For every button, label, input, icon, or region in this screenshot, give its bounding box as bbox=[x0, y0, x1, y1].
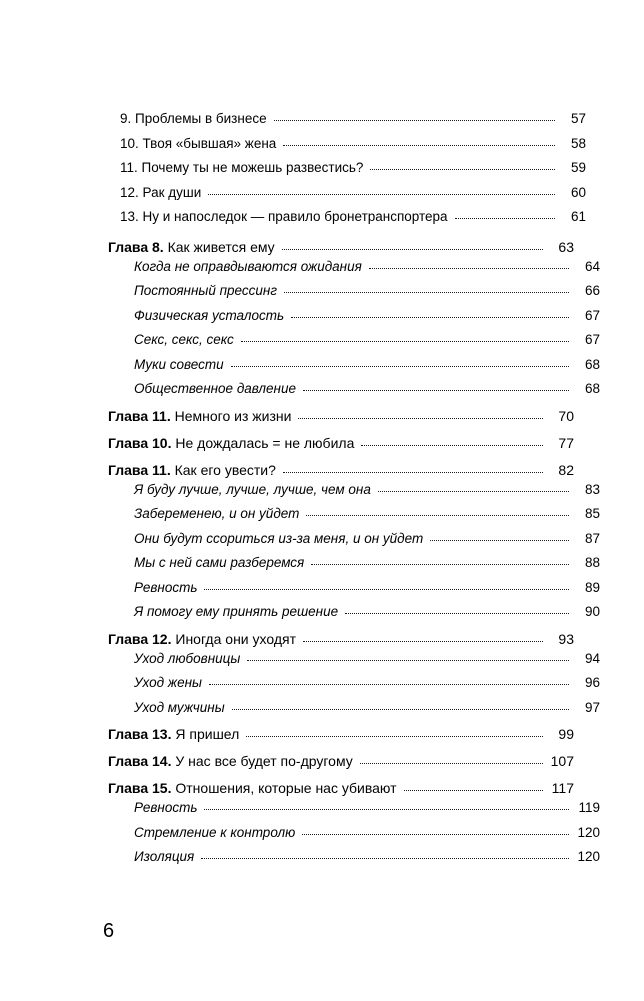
toc-entry-label: Постоянный прессинг bbox=[134, 283, 277, 298]
toc-leader-dots bbox=[303, 641, 543, 642]
toc-entry-label: Секс, секс, секс bbox=[134, 332, 234, 347]
toc-leader-dots bbox=[311, 564, 569, 565]
toc-chapter-number: Глава 10. bbox=[108, 434, 172, 451]
toc-leader-dots bbox=[201, 858, 569, 859]
toc-group bbox=[108, 630, 600, 715]
toc-entry[interactable] bbox=[120, 137, 586, 151]
toc-entry-label: Когда не оправдываются ожидания bbox=[134, 258, 362, 274]
toc-entry[interactable] bbox=[134, 333, 600, 347]
toc-page-number: 83 bbox=[584, 481, 600, 497]
toc-entry-label: 10. Твоя «бывшая» жена bbox=[120, 135, 277, 151]
toc-page-number: 87 bbox=[584, 530, 600, 546]
toc-entry-label bbox=[108, 781, 397, 795]
toc-page-number: 93 bbox=[558, 630, 574, 647]
toc-entry-label: Ревность bbox=[134, 800, 198, 815]
toc-chapter-entry[interactable] bbox=[108, 754, 574, 768]
toc-leader-dots bbox=[204, 809, 569, 810]
toc-page-number: 60 bbox=[570, 184, 586, 200]
toc-leader-dots bbox=[231, 366, 569, 367]
toc-chapter-title: Как его увести? bbox=[174, 461, 276, 478]
toc-leader-dots bbox=[209, 684, 569, 685]
toc-entry[interactable] bbox=[134, 676, 600, 690]
toc-page-number: 70 bbox=[558, 407, 574, 424]
toc-entry-label: 13. Ну и напоследок — правило бронетранспортера bbox=[120, 209, 448, 224]
toc-leader-dots bbox=[378, 491, 569, 492]
toc-leader-dots bbox=[246, 736, 543, 737]
toc-group bbox=[108, 461, 600, 619]
toc-page-number: 67 bbox=[584, 332, 600, 347]
toc-entry-label bbox=[108, 463, 276, 477]
toc-page-number: 107 bbox=[550, 753, 574, 769]
toc-entry[interactable] bbox=[134, 507, 600, 521]
toc-page-number: 89 bbox=[584, 579, 600, 595]
toc-page-number: 67 bbox=[584, 307, 600, 323]
toc-entry-label: Забеременею, и он уйдет bbox=[134, 506, 300, 521]
toc-entry-label bbox=[108, 409, 291, 423]
toc-chapter-title: Я пришел bbox=[175, 726, 240, 742]
toc-entry[interactable] bbox=[134, 850, 600, 864]
toc-chapter-entry[interactable] bbox=[108, 409, 574, 423]
toc-leader-dots bbox=[283, 472, 543, 473]
toc-leader-dots bbox=[369, 268, 569, 269]
toc-chapter-number: Глава 13. bbox=[108, 726, 172, 742]
toc-page-number: 68 bbox=[584, 356, 600, 372]
toc-page-number: 90 bbox=[584, 604, 600, 619]
toc-entry-label: Муки совести bbox=[134, 356, 224, 372]
toc-leader-dots bbox=[360, 763, 543, 764]
toc-entry[interactable] bbox=[134, 260, 600, 274]
toc-entry-label: Изоляция bbox=[134, 849, 195, 864]
toc-entry[interactable] bbox=[134, 556, 600, 570]
toc-group bbox=[108, 754, 574, 768]
toc-page-number: 96 bbox=[584, 675, 600, 690]
toc-leader-dots bbox=[282, 249, 543, 250]
toc-page-number: 63 bbox=[558, 238, 574, 255]
toc-page-number: 57 bbox=[570, 111, 586, 126]
toc-entry[interactable] bbox=[134, 382, 600, 396]
toc-entry[interactable] bbox=[120, 186, 586, 200]
toc-entry-label bbox=[108, 632, 296, 646]
toc-entry-label: 11. Почему ты не можешь развестись? bbox=[120, 160, 364, 175]
toc-leader-dots bbox=[247, 660, 569, 661]
toc-leader-dots bbox=[345, 613, 569, 614]
toc-entry[interactable] bbox=[134, 581, 600, 595]
page-folio: 6 bbox=[103, 920, 115, 942]
toc-chapter-title: У нас все будет по-другому bbox=[175, 753, 353, 769]
toc-leader-dots bbox=[302, 834, 569, 835]
toc-chapter-entry[interactable] bbox=[108, 240, 574, 254]
toc-chapter-entry[interactable] bbox=[108, 632, 574, 646]
toc-chapter-number: Глава 12. bbox=[108, 630, 172, 647]
toc-page-number: 120 bbox=[577, 824, 600, 840]
toc-page-number: 119 bbox=[578, 800, 600, 815]
toc-page-number: 85 bbox=[584, 506, 600, 521]
toc-chapter-title: Немного из жизни bbox=[174, 407, 292, 424]
toc-entry-label: Я буду лучше, лучше, лучше, чем она bbox=[134, 481, 371, 497]
toc-chapter-title: Иногда они уходят bbox=[175, 630, 296, 647]
toc-entry[interactable] bbox=[134, 652, 600, 666]
toc-entry[interactable] bbox=[134, 701, 600, 715]
toc-chapter-entry[interactable] bbox=[108, 727, 574, 741]
toc-chapter-number: Глава 14. bbox=[108, 753, 172, 769]
toc-group bbox=[108, 238, 600, 396]
toc-chapter-entry[interactable] bbox=[108, 463, 574, 477]
toc-group bbox=[108, 111, 586, 224]
toc-leader-dots bbox=[241, 341, 569, 342]
toc-entry[interactable] bbox=[134, 358, 600, 372]
toc-chapter-entry[interactable] bbox=[108, 436, 574, 450]
toc-entry[interactable] bbox=[134, 605, 600, 619]
toc-leader-dots bbox=[404, 790, 543, 791]
toc-page-number: 77 bbox=[558, 434, 574, 451]
toc-chapter-entry[interactable] bbox=[108, 781, 574, 795]
toc-page-number: 68 bbox=[584, 381, 600, 396]
toc-entry[interactable] bbox=[120, 210, 586, 224]
toc-leader-dots bbox=[455, 218, 555, 219]
toc-entry-label: Я помогу ему принять решение bbox=[134, 604, 339, 619]
toc-entry-label: Физическая усталость bbox=[134, 307, 285, 323]
toc-leader-dots bbox=[208, 194, 555, 195]
toc-page-number: 94 bbox=[584, 650, 600, 666]
toc-page-number: 58 bbox=[570, 135, 586, 151]
toc-page-number: 59 bbox=[570, 160, 586, 175]
toc-leader-dots bbox=[291, 317, 569, 318]
toc-entry-label: Уход мужчины bbox=[134, 699, 225, 715]
toc-group bbox=[108, 727, 574, 741]
toc-chapter-title: Как живется ему bbox=[167, 238, 275, 255]
toc-entry-label: 12. Рак души bbox=[120, 184, 202, 200]
toc-page-number: 61 bbox=[570, 209, 586, 224]
toc-entry-label: Общественное давление bbox=[134, 381, 296, 396]
toc-group bbox=[108, 780, 600, 864]
toc-page-number: 64 bbox=[584, 258, 600, 274]
table-of-contents bbox=[108, 111, 600, 864]
toc-leader-dots bbox=[204, 589, 569, 590]
toc-entry-label: 9. Проблемы в бизнесе bbox=[120, 111, 267, 126]
toc-page-number: 117 bbox=[551, 780, 574, 796]
toc-entry-label bbox=[108, 727, 239, 741]
toc-leader-dots bbox=[274, 120, 555, 121]
toc-entry[interactable] bbox=[134, 284, 600, 298]
toc-leader-dots bbox=[298, 418, 543, 419]
toc-chapter-title: Отношения, которые нас убивают bbox=[175, 780, 397, 796]
toc-entry-label bbox=[108, 240, 275, 254]
toc-page-number: 88 bbox=[584, 555, 600, 570]
toc-entry[interactable] bbox=[134, 801, 600, 815]
toc-chapter-number: Глава 15. bbox=[108, 780, 172, 796]
toc-entry-label bbox=[108, 436, 354, 450]
toc-entry-label bbox=[108, 754, 353, 768]
toc-chapter-title: Не дождалась = не любила bbox=[175, 434, 355, 451]
toc-entry[interactable] bbox=[120, 161, 586, 175]
toc-chapter-number: Глава 8. bbox=[108, 238, 164, 255]
toc-leader-dots bbox=[430, 540, 569, 541]
toc-leader-dots bbox=[361, 445, 543, 446]
toc-page-number: 99 bbox=[558, 726, 574, 742]
toc-entry[interactable] bbox=[120, 112, 586, 126]
toc-leader-dots bbox=[303, 390, 569, 391]
toc-chapter-number: Глава 11. bbox=[108, 407, 171, 424]
toc-page-number: 97 bbox=[584, 699, 600, 715]
toc-entry[interactable] bbox=[134, 826, 600, 840]
toc-entry-label: Они будут ссориться из-за меня, и он уйдет bbox=[134, 530, 424, 546]
toc-leader-dots bbox=[370, 169, 555, 170]
toc-entry-label: Уход жены bbox=[134, 675, 202, 690]
toc-leader-dots bbox=[232, 709, 569, 710]
toc-entry-label: Мы с ней сами разберемся bbox=[134, 555, 305, 570]
toc-page-number: 82 bbox=[558, 461, 574, 478]
toc-leader-dots bbox=[306, 515, 569, 516]
toc-entry[interactable] bbox=[134, 309, 600, 323]
toc-page-number: 120 bbox=[577, 849, 600, 864]
toc-entry[interactable] bbox=[134, 483, 600, 497]
toc-entry-label: Стремление к контролю bbox=[134, 824, 296, 840]
toc-leader-dots bbox=[284, 292, 569, 293]
toc-entry-label: Уход любовницы bbox=[134, 650, 241, 666]
toc-entry[interactable] bbox=[134, 532, 600, 546]
toc-leader-dots bbox=[283, 145, 555, 146]
toc-entry-label: Ревность bbox=[134, 579, 198, 595]
toc-group bbox=[108, 409, 574, 423]
toc-group bbox=[108, 436, 574, 450]
toc-page-number: 66 bbox=[584, 283, 600, 298]
toc-chapter-number: Глава 11. bbox=[108, 461, 171, 478]
